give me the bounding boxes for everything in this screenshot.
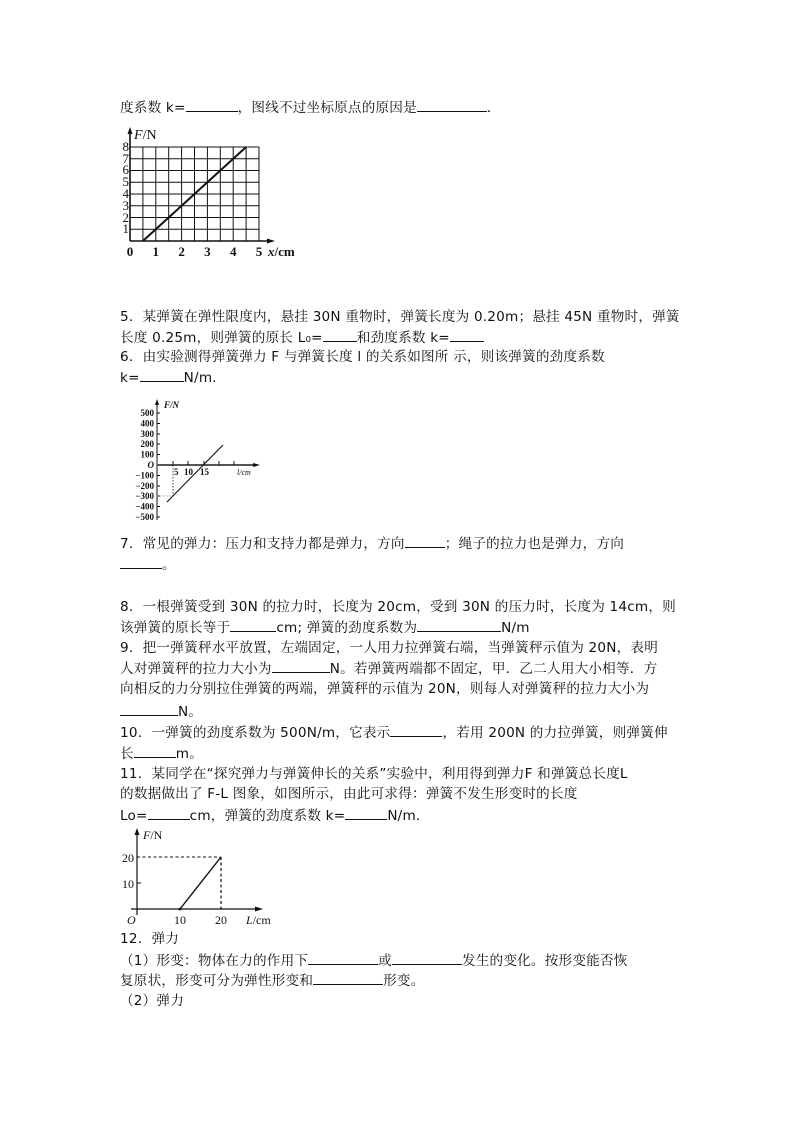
- origin-label: O: [127, 913, 136, 927]
- svg-text:300: 300: [140, 429, 154, 439]
- q7-text: 7．常见的弹力：压力和支持力都是弹力，方向: [120, 536, 405, 552]
- svg-text:O: O: [147, 460, 154, 470]
- q11-blank-k[interactable]: [345, 805, 387, 820]
- svg-text:7: 7: [122, 151, 129, 166]
- svg-text:20: 20: [122, 851, 134, 865]
- data-line: [180, 857, 221, 909]
- q5-blank-l0[interactable]: [323, 327, 357, 342]
- q8-line-2: [120, 617, 530, 638]
- svg-text:3: 3: [122, 198, 129, 213]
- x-axis-label: L/cm: [246, 913, 271, 927]
- q12-text-or: 或: [378, 953, 392, 969]
- q9-line-2: [120, 658, 657, 679]
- svg-text:−100: −100: [135, 470, 154, 481]
- q11-text-mid: cm，弹簧的劲度系数 k=: [189, 808, 346, 824]
- q6-text: k=: [120, 370, 140, 386]
- svg-text:4: 4: [122, 186, 129, 201]
- svg-text:1: 1: [122, 221, 129, 236]
- q10-text: 10．一弹簧的劲度系数为 500N/m，它表示: [120, 725, 391, 741]
- q10-text-2: 长: [120, 746, 134, 762]
- x-axis-label: l/cm: [237, 468, 251, 477]
- q5-text: 长度 0.25m，则弹簧的原长 L₀=: [120, 330, 323, 346]
- q7-line-2: [120, 554, 176, 575]
- q4-blank-reason[interactable]: [417, 97, 487, 112]
- q12-text-post: 发生的变化。按形变能否恢: [461, 953, 628, 969]
- q9-blank-2[interactable]: [120, 701, 178, 716]
- y-axis-arrow-icon: [135, 828, 140, 835]
- q12-text-2-post: 形变。: [383, 973, 425, 989]
- x-tick-labels: [174, 913, 227, 927]
- svg-text:20: 20: [215, 913, 227, 927]
- q10-text-post: ，若用 200N 的力拉弹簧，则弹簧伸: [442, 725, 668, 741]
- q6-line-1: 6．由实验测得弹簧弹力 F 与弹簧长度 l 的关系如图所 示，则该弹簧的劲度系数: [120, 349, 605, 365]
- x-tick-labels: [127, 244, 263, 259]
- q6-line-2: [120, 367, 217, 388]
- q4-tail-line: [120, 97, 501, 118]
- svg-text:10: 10: [122, 877, 134, 891]
- svg-text:−300: −300: [135, 491, 154, 501]
- q9-line-1: 9．把一弹簧秤水平放置，左端固定，一人用力拉弹簧右端，当弹簧秤示值为 20N，表明: [120, 640, 659, 656]
- svg-text:15: 15: [200, 467, 209, 477]
- q7-blank-1[interactable]: [405, 533, 445, 548]
- svg-text:−200: −200: [135, 481, 154, 491]
- q11-line-2: 的数据做出了 F-L 图象，如图所示，由此可求得：弹簧不发生形变时的长度: [120, 786, 578, 802]
- x-axis-arrow-icon: [253, 463, 260, 467]
- q12-text: （1）形变：物体在力的作用下: [120, 953, 309, 969]
- chart-f-l: [115, 395, 275, 525]
- q8-line-1: 8．一根弹簧受到 30N 的拉力时，长度为 20cm，受到 30N 的压力时，长度为 14cm，则: [120, 599, 676, 615]
- q12-line-1: [120, 950, 628, 971]
- q7-text-end: 。: [162, 557, 176, 573]
- q12-text-2: 复原状，形变可分为弹性形变和: [120, 973, 314, 989]
- q8-text-mid: cm; 弹簧的劲度系数为: [276, 620, 418, 636]
- x-axis-arrow-icon: [255, 907, 263, 912]
- svg-text:6: 6: [122, 162, 129, 177]
- svg-text:5: 5: [255, 244, 263, 259]
- svg-text:2: 2: [122, 210, 129, 225]
- q8-blank-k[interactable]: [417, 617, 501, 632]
- y-axis-arrow-icon: [155, 399, 159, 405]
- chart-f-x-grid: [115, 125, 310, 265]
- svg-text:400: 400: [140, 418, 154, 429]
- y-axis-label: F/N: [134, 128, 157, 143]
- q8-blank-length[interactable]: [230, 617, 276, 632]
- q11-line-1: 11．某同学在“探究弹力与弹簧伸长的关系”实验中，利用得到弹力F 和弹簧总长度L: [120, 766, 628, 782]
- svg-text:200: 200: [140, 439, 154, 449]
- q5-line-2: [120, 327, 484, 348]
- y-axis-label: F/N: [143, 828, 163, 842]
- y-axis-label: F/N: [164, 400, 180, 410]
- x-tick-labels: [174, 467, 210, 477]
- y-tick-labels: [122, 851, 134, 891]
- q12-line-2: [120, 970, 425, 991]
- q6-text-post: N/m.: [183, 370, 217, 386]
- q11-line-3: [120, 805, 430, 826]
- q10-blank-extension[interactable]: [134, 743, 176, 758]
- q8-text-post: N/m: [501, 620, 530, 636]
- q10-line-1: [120, 722, 668, 743]
- q10-blank-meaning[interactable]: [390, 722, 442, 737]
- svg-text:2: 2: [178, 244, 185, 259]
- x-axis-label: x/cm: [268, 244, 295, 259]
- svg-text:−500: −500: [135, 512, 154, 522]
- q4-blank-k[interactable]: [186, 97, 238, 112]
- q11-blank-l0[interactable]: [148, 805, 190, 820]
- q6-blank-k[interactable]: [140, 367, 184, 382]
- q12-title: 12．弹力: [120, 931, 180, 947]
- q4-text: 度系数 k=: [120, 100, 186, 116]
- q5-text-mid: 和劲度系数 k=: [356, 330, 450, 346]
- q5-blank-k[interactable]: [450, 327, 484, 342]
- chart-f-L: [115, 825, 275, 930]
- q9-text-end: N。: [178, 704, 203, 720]
- q9-text-post: N。若弹簧两端都不固定，甲．乙二人用大小相等．方: [329, 661, 658, 677]
- q9-text: 人对弹簧秤的拉力大小为: [120, 661, 272, 677]
- svg-text:5: 5: [174, 467, 179, 477]
- svg-text:1: 1: [152, 244, 160, 259]
- svg-text:500: 500: [140, 408, 154, 418]
- q4-text-post: ．: [486, 100, 501, 116]
- q10-line-2: [120, 743, 203, 764]
- y-axis-arrow-icon: [128, 127, 133, 134]
- svg-text:4: 4: [229, 244, 237, 259]
- q10-text-end: m。: [175, 746, 204, 762]
- q8-text: 该弹簧的原长等于: [120, 620, 231, 636]
- svg-text:8: 8: [122, 139, 129, 154]
- q12-blank-1[interactable]: [308, 950, 378, 965]
- q11-text-post: N/m．: [387, 808, 430, 824]
- q12-line-3: （2）弹力: [120, 993, 185, 1009]
- q5-line-1: 5．某弹簧在弹性限度内，悬挂 30N 重物时，弹簧长度为 0.20m；悬挂 45N 重物时，弹簧: [120, 309, 680, 325]
- q9-line-4: [120, 701, 202, 722]
- q9-line-3: 向相反的力分别拉住弹簧的两端，弹簧秤的示值为 20N，则每人对弹簧秤的拉力大小为: [120, 681, 650, 697]
- svg-text:3: 3: [204, 244, 211, 259]
- x-axis-arrow-icon: [267, 239, 275, 244]
- q12-blank-3[interactable]: [313, 970, 383, 985]
- y-tick-labels: [123, 139, 130, 236]
- q9-blank-1[interactable]: [272, 658, 330, 673]
- q11-text: Lo=: [120, 808, 148, 824]
- svg-text:0: 0: [126, 244, 134, 259]
- q4-text-mid: ，图线不过坐标原点的原因是: [237, 100, 417, 116]
- q7-line-1: [120, 533, 624, 554]
- q7-text-post: ；绳子的拉力也是弹力，方向: [444, 536, 625, 552]
- svg-text:10: 10: [184, 467, 193, 477]
- svg-text:5: 5: [122, 174, 129, 189]
- q7-blank-2[interactable]: [120, 554, 162, 569]
- y-tick-labels: [135, 408, 154, 522]
- q12-blank-2[interactable]: [392, 950, 462, 965]
- svg-text:−400: −400: [135, 501, 154, 512]
- svg-text:10: 10: [174, 913, 186, 927]
- svg-text:100: 100: [140, 449, 154, 460]
